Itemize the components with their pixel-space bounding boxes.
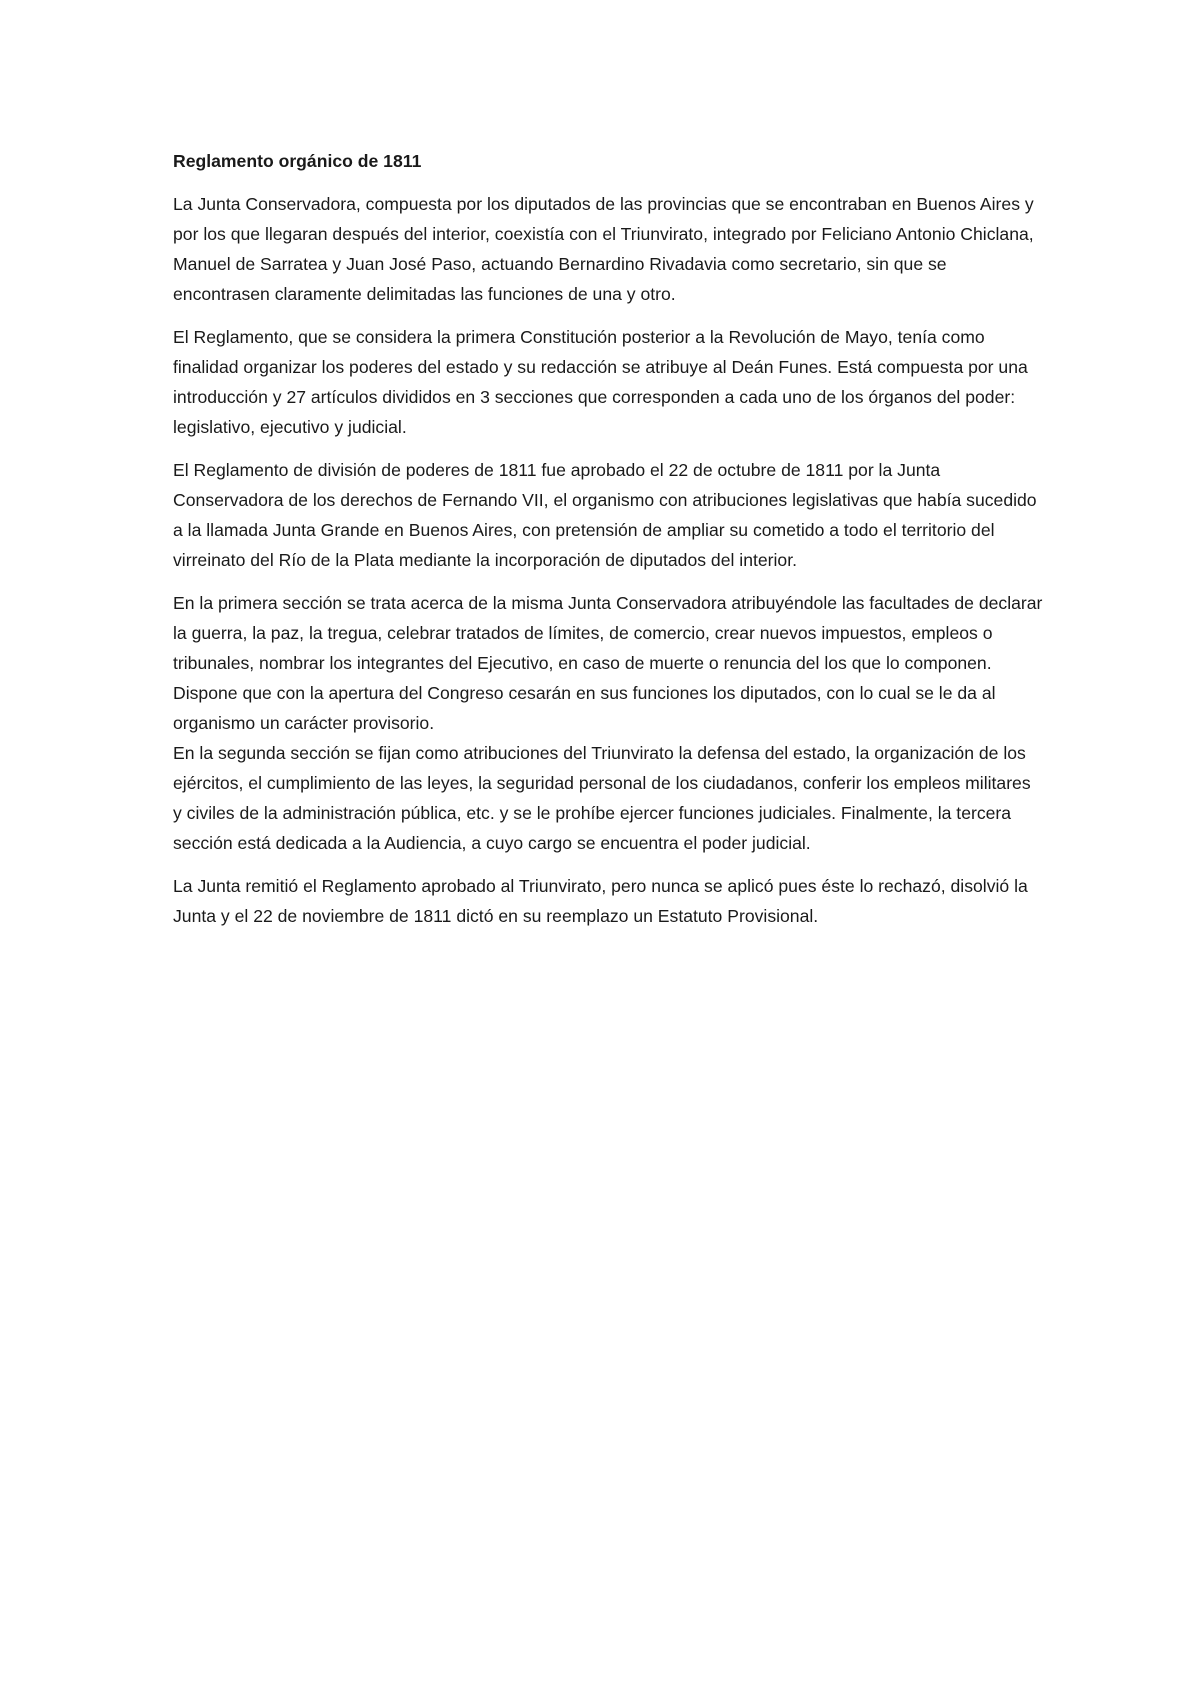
- document-title: Reglamento orgánico de 1811: [173, 151, 422, 171]
- paragraph-5: En la segunda sección se fijan como atribuciones del Triunvirato la defensa del estado, la organización de los ejércitos, el cumplimiento de las leyes, la seguridad personal de los ciudadanos, conferir los empleos militares y civiles de la administración pública, etc. y se le prohíbe ejercer funciones judiciales. Finalmente, la tercera sección está dedicada a la Audiencia, a cuyo cargo se encuentra el poder judicial.: [173, 743, 1031, 853]
- paragraph-3: El Reglamento de división de poderes de 1811 fue aprobado el 22 de octubre de 1811 por la Junta Conservadora de los derechos de Fernando VII, el organismo con atribuciones legislativas que había sucedido a la llamada Junta Grande en Buenos Aires, con pretensión de ampliar su cometido a todo el territorio del virreinato del Río de la Plata mediante la incorporación de diputados del interior.: [173, 460, 1037, 570]
- paragraph-2: El Reglamento, que se considera la primera Constitución posterior a la Revolución de Mayo, tenía como finalidad organizar los poderes del estado y su redacción se atribuye al Deán Funes. Está compuesta por una introducción y 27 artículos divididos en 3 secciones que corresponden a cada uno de los órganos del poder: legislativo, ejecutivo y judicial.: [173, 327, 1028, 437]
- document-body: [173, 146, 1043, 944]
- paragraph-6: La Junta remitió el Reglamento aprobado al Triunvirato, pero nunca se aplicó pues éste lo rechazó, disolvió la Junta y el 22 de noviembre de 1811 dictó en su reemplazo un Estatuto Provisional.: [173, 876, 1028, 926]
- paragraph-1: La Junta Conservadora, compuesta por los diputados de las provincias que se encontraban en Buenos Aires y por los que llegaran después del interior, coexistía con el Triunvirato, integrado por Feliciano Antonio Chiclana, Manuel de Sarratea y Juan José Paso, actuando Bernardino Rivadavia como secretario, sin que se encontrasen claramente delimitadas las funciones de una y otro.: [173, 194, 1034, 304]
- paragraph-4: En la primera sección se trata acerca de la misma Junta Conservadora atribuyéndole las facultades de declarar la guerra, la paz, la tregua, celebrar tratados de límites, de comercio, crear nuevos impuestos, empleos o tribunales, nombrar los integrantes del Ejecutivo, en caso de muerte o renuncia del los que lo componen. Dispone que con la apertura del Congreso cesarán en sus funciones los diputados, con lo cual se le da al organismo un carácter provisorio.: [173, 593, 1043, 733]
